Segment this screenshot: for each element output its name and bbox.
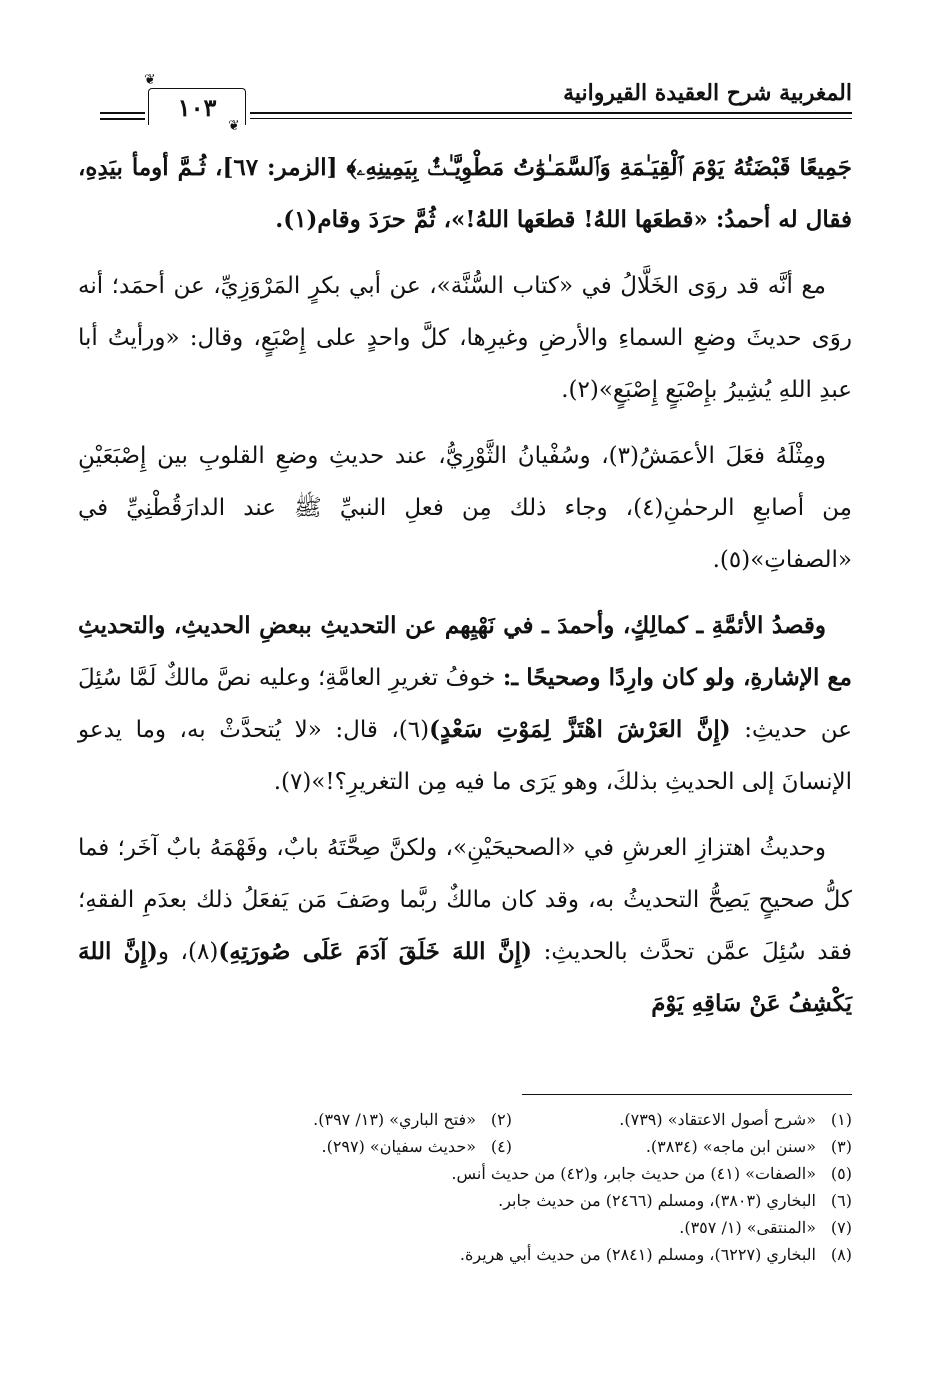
paragraph-text: خوفُ تغريرِ العامَّةِ؛ وعليه نصَّ مالكٌ لَمَّا سُئِلَ عن حديثِ: <box>78 665 852 743</box>
header-rule <box>250 112 852 114</box>
ornament-icon: ❦ <box>144 72 156 88</box>
footnote-row <box>152 1187 852 1214</box>
footnote <box>321 1133 512 1160</box>
footnote-rule <box>522 1094 852 1095</box>
paragraph-text: (٨)، و <box>157 939 219 965</box>
bold-statement: وقصدُ الأئمَّةِ ـ كمالِكٍ، وأحمدَ ـ في نَهْيِهم عن التحديثِ ببعضِ الحديثِ، والتحديثِ مع الإشارةِ، ولو كان وارِدًا وصحيحًا ـ: <box>78 612 852 691</box>
footnote-text: «الصفات» (٤١) من حديث جابر، و(٤٢) من حديث أنس. <box>451 1164 816 1183</box>
footnote <box>512 1106 852 1133</box>
hadith-quote: (إِنَّ العَرْشَ اهْتَزَّ لِمَوْتِ سَعْدٍ) <box>429 716 731 743</box>
footnote-row <box>152 1106 852 1133</box>
footnote-number: (٨) <box>830 1245 852 1264</box>
header-rule-left-thin <box>100 118 145 120</box>
paragraph <box>78 822 852 1030</box>
page-header <box>100 70 852 134</box>
footnote <box>512 1133 852 1160</box>
footnotes <box>152 1106 852 1268</box>
header-rule-left <box>100 112 145 114</box>
footnote-text: البخاري (٣٨٠٣)، ومسلم (٢٤٦٦) من حديث جابر. <box>498 1191 816 1210</box>
footnote-row <box>152 1160 852 1187</box>
page-number: ١٠٣ <box>148 88 246 125</box>
ornament-icon: ❦ <box>228 118 240 134</box>
main-text <box>78 142 852 1044</box>
footnote-number: (٥) <box>830 1164 852 1183</box>
paragraph: مع أنَّه قد روَى الخَلَّالُ في «كتاب السُّنَّة»، عن أبي بكرٍ المَرْوَزِيِّ، عن أحمَد؛ أنه روَى حديثَ وضعِ السماءِ والأرضِ وغيرِها، كلَّ واحدٍ على إِصْبَعٍ، وقال: «ورأيتُ أبا عبدِ اللهِ يُشِيرُ بإِصْبَعٍ إِصْبَعٍ»(٢). <box>78 273 852 403</box>
hadith-quote: (إِنَّ اللهَ خَلَقَ آدَمَ عَلَى صُورَتِهِ) <box>218 938 532 965</box>
footnote <box>451 1160 852 1187</box>
paragraph <box>78 142 852 246</box>
footnote-text: «شرح أصول الاعتقاد» (٧٣٩). <box>619 1110 816 1129</box>
footnote-text: البخاري (٦٢٢٧)، ومسلم (٢٨٤١) من حديث أبي هريرة. <box>459 1245 816 1264</box>
footnote-number: (٤) <box>490 1137 512 1156</box>
footnote-row <box>152 1241 852 1268</box>
footnote-text: «سنن ابن ماجه» (٣٨٣٤). <box>645 1137 816 1156</box>
footnote <box>498 1187 852 1214</box>
footnote-number: (١) <box>830 1110 852 1129</box>
quran-continuation: جَمِيعًا قَبْضَتُهُ يَوْمَ ٱلْقِيَـٰمَةِ وَٱلسَّمَـٰوَٰتُ مَطْوِيَّـٰتٌۢ بِيَمِينِهِۦ﴾ [الزمر: ٦٧]، ثُـمَّ أومأ بيَدِهِ، فقال له أحمدُ: «قطعَها اللهُ! قطعَها اللهُ!»، ثُمَّ حرَدَ وقام(١). <box>78 154 852 233</box>
footnote-number: (٢) <box>490 1110 512 1129</box>
footnote-row <box>152 1214 852 1241</box>
paragraph-text: وحديثُ اهتزازِ العرشِ في «الصحيحَيْنِ»، ولكنَّ صِحَّتَهُ بابٌ، وفَهْمَهُ بابٌ آخَر؛ فما كلُّ صحيحٍ يَصِحُّ التحديثُ به، وقد كان مالكٌ ربَّما وصَفَ مَن يَفعَلُ ذلك بعدَمِ الفقهِ؛ فقد سُئِلَ عمَّن تحدَّث بالحديثِ: <box>78 835 852 965</box>
paragraph <box>78 600 852 808</box>
footnote <box>313 1106 512 1133</box>
footnote-number: (٣) <box>830 1137 852 1156</box>
footnote <box>460 1241 852 1268</box>
hadith-quote: (إِنَّ اللهَ يَكْشِفُ عَنْ سَاقِهِ يَوْمَ <box>78 938 852 1017</box>
paragraph: ومِثْلَهُ فعَلَ الأعمَشُ(٣)، وسُفْيانُ الثَّوْرِيُّ، عند حديثِ وضعِ القلوبِ بين إِصْبَعَيْنِ مِن أصابعِ الرحمٰنِ(٤)، وجاء ذلك مِن فعلِ النبيِّ ﷺ عند الدارَقُطْنِيِّ في «الصفاتِ»(٥). <box>78 443 853 573</box>
header-rule-thin <box>250 118 852 119</box>
running-title: المغربية شرح العقيدة القيروانية <box>563 80 852 106</box>
footnote <box>679 1214 852 1241</box>
footnote-number: (٧) <box>830 1218 852 1237</box>
footnote-text: «المنتقى» (١/ ٣٥٧). <box>679 1218 816 1237</box>
footnote-number: (٦) <box>830 1191 852 1210</box>
paragraph-text: (٦)، قال: «لا يُتحدَّثْ به، وما يدعو الإنسانَ إلى الحديثِ بذلكَ، وهو يَرَى ما فيه مِن التغريرِ؟!»(٧). <box>78 717 852 795</box>
footnote-text: «حديث سفيان» (٢٩٧). <box>321 1137 476 1156</box>
footnote-text: «فتح الباري» (١٣/ ٣٩٧). <box>313 1110 476 1129</box>
footnote-row <box>152 1133 852 1160</box>
